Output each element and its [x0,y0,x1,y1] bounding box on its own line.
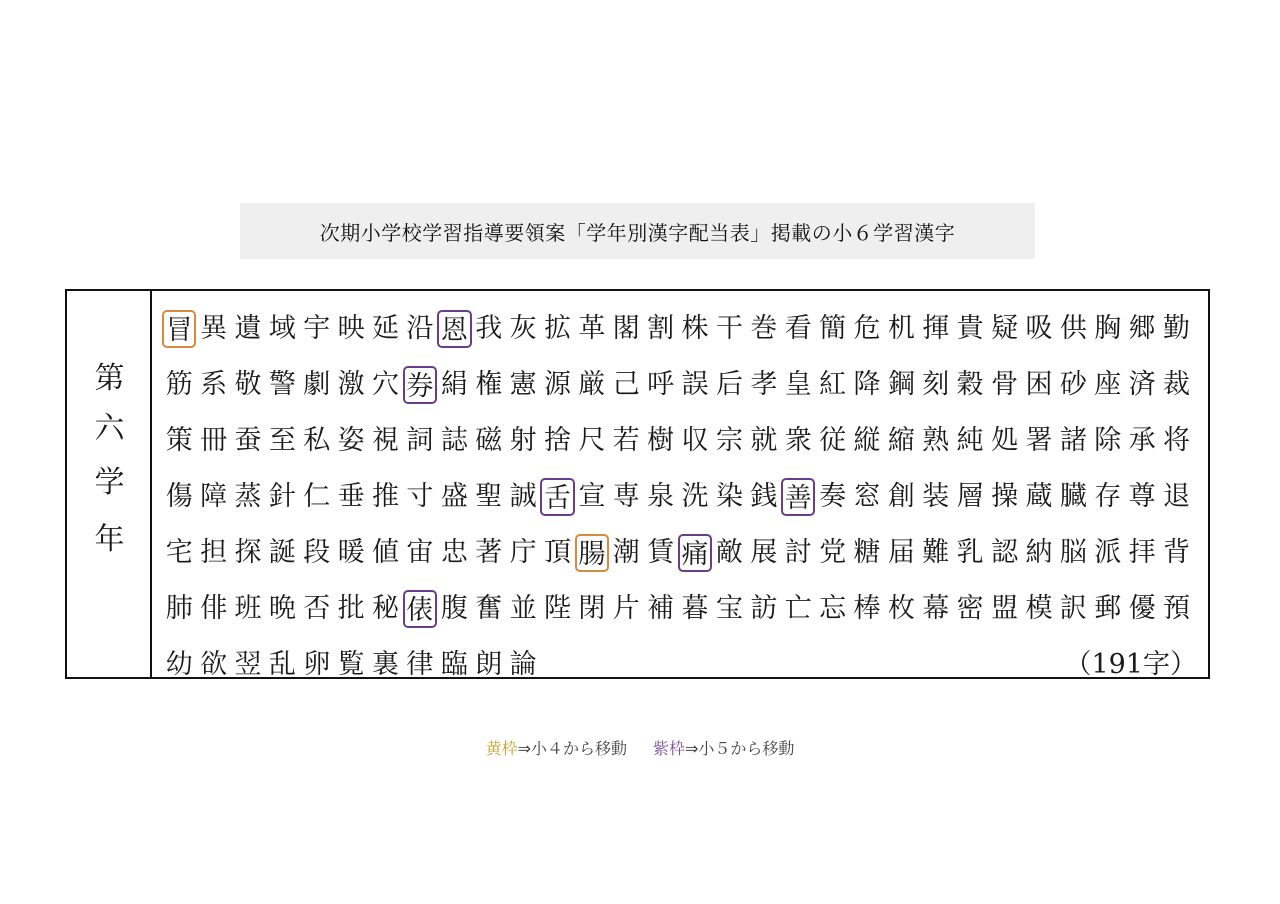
kanji-char: 垂 [337,481,365,512]
grade-char: 第 [94,361,125,396]
kanji-char: 衆 [784,425,812,456]
kanji-char: 将 [1163,425,1191,456]
kanji-char: 庁 [509,537,537,568]
kanji-char: 穴 [372,369,400,400]
kanji-char: 卵 [303,649,331,680]
kanji-row [162,357,1207,413]
kanji-char: 枚 [887,593,915,624]
kanji-char: 呼 [647,369,675,400]
kanji-char: 届 [887,537,915,568]
kanji-char: 株 [681,313,709,344]
kanji-char: 片 [612,593,640,624]
kanji-char: 盛 [440,481,468,512]
kanji-char: 討 [784,537,812,568]
kanji-char-orange-frame: 腸 [575,534,609,572]
kanji-char: 処 [991,425,1019,456]
kanji-char: 劇 [303,369,331,400]
kanji-char: 模 [1025,593,1053,624]
kanji-char: 砂 [1059,369,1087,400]
kanji-char: 刻 [922,369,950,400]
kanji-char: 暮 [681,593,709,624]
kanji-char: 后 [715,369,743,400]
kanji-char: 遺 [234,313,262,344]
kanji-char: 灰 [509,313,537,344]
kanji-char: 閉 [578,593,606,624]
kanji-char: 肺 [165,593,193,624]
kanji-char: 割 [647,313,675,344]
kanji-char: 値 [372,537,400,568]
kanji-char: 策 [165,425,193,456]
kanji-char: 降 [853,369,881,400]
kanji-char: 勤 [1163,313,1191,344]
kanji-char: 律 [406,649,434,680]
kanji-char: 射 [509,425,537,456]
kanji-char: 冊 [200,425,228,456]
kanji-char: 縮 [887,425,915,456]
kanji-char: 宇 [303,313,331,344]
kanji-char: 誕 [268,537,296,568]
kanji-char: 憲 [509,369,537,400]
legend-yellow-text: ⇒小４から移動 [517,739,627,758]
kanji-char: 奮 [475,593,503,624]
kanji-char: 銭 [750,481,778,512]
kanji-char: 映 [337,313,365,344]
kanji-row [162,413,1207,469]
kanji-char: 糖 [853,537,881,568]
kanji-char: 装 [922,481,950,512]
legend-purple-text: ⇒小５から移動 [685,739,795,758]
page-title-text: 次期小学校学習指導要領案「学年別漢字配当表」掲載の小６学習漢字 [319,220,956,245]
kanji-char-purple-frame: 券 [403,366,437,404]
kanji-char: 難 [922,537,950,568]
kanji-char: 染 [715,481,743,512]
kanji-char: 源 [543,369,571,400]
kanji-char: 革 [578,313,606,344]
kanji-row [162,637,1207,693]
kanji-char: 姿 [337,425,365,456]
kanji-char: 暖 [337,537,365,568]
kanji-char: 吸 [1025,313,1053,344]
kanji-char-purple-frame: 恩 [437,310,471,348]
kanji-char: 異 [200,313,228,344]
kanji-char: 蔵 [1025,481,1053,512]
kanji-char: 訳 [1059,593,1087,624]
kanji-char: 諸 [1059,425,1087,456]
kanji-char: 筋 [165,369,193,400]
kanji-char: 窓 [853,481,881,512]
kanji-char: 貴 [956,313,984,344]
kanji-char: 承 [1128,425,1156,456]
kanji-char: 権 [475,369,503,400]
kanji-char: 密 [956,593,984,624]
kanji-char: 尊 [1128,481,1156,512]
kanji-char: 沿 [406,313,434,344]
kanji-char: 閣 [612,313,640,344]
kanji-char: 拝 [1128,537,1156,568]
kanji-char: 陛 [543,593,571,624]
kanji-char: 蒸 [234,481,262,512]
legend-purple-label: 紫枠 [653,739,686,758]
kanji-char: 系 [200,369,228,400]
kanji-char: 供 [1059,313,1087,344]
kanji-char: 除 [1094,425,1122,456]
kanji-char: 域 [268,313,296,344]
kanji-char: 蚕 [234,425,262,456]
kanji-char: 論 [509,649,537,680]
kanji-char: 危 [853,313,881,344]
kanji-char: 敬 [234,369,262,400]
kanji-char: 幼 [165,649,193,680]
legend-yellow-label: 黄枠 [485,739,518,758]
kanji-char: 済 [1128,369,1156,400]
kanji-char: 宙 [406,537,434,568]
kanji-char: 聖 [475,481,503,512]
kanji-char: 幕 [922,593,950,624]
kanji-char: 存 [1094,481,1122,512]
grade-char: 学 [94,465,125,500]
kanji-char: 忘 [819,593,847,624]
kanji-char: 簡 [819,313,847,344]
kanji-char: 鋼 [887,369,915,400]
kanji-char: 探 [234,537,262,568]
kanji-char: 宗 [715,425,743,456]
kanji-list [162,301,1207,693]
kanji-char: 絹 [440,369,468,400]
kanji-row [162,469,1207,525]
kanji-char: 至 [268,425,296,456]
kanji-char: 傷 [165,481,193,512]
kanji-char: 干 [715,313,743,344]
kanji-char: 否 [303,593,331,624]
kanji-char: 若 [612,425,640,456]
kanji-char-purple-frame: 俵 [403,590,437,628]
kanji-char: 穀 [956,369,984,400]
kanji-char: 洗 [681,481,709,512]
kanji-char: 班 [234,593,262,624]
grade-cell [67,291,152,677]
kanji-char: 欲 [200,649,228,680]
kanji-char: 視 [372,425,400,456]
kanji-char: 宣 [578,481,606,512]
kanji-char: 専 [612,481,640,512]
kanji-char: 晩 [268,593,296,624]
kanji-char: 退 [1163,481,1191,512]
kanji-char-orange-frame: 冒 [162,310,196,348]
kanji-char: 並 [509,593,537,624]
kanji-char: 宅 [165,537,193,568]
kanji-char: 頂 [543,537,571,568]
kanji-char: 困 [1025,369,1053,400]
kanji-char: 裁 [1163,369,1191,400]
kanji-char: 捨 [543,425,571,456]
kanji-char: 誤 [681,369,709,400]
kanji-char: 担 [200,537,228,568]
kanji-char-purple-frame: 舌 [540,478,574,516]
kanji-char: 熟 [922,425,950,456]
kanji-char: 誌 [440,425,468,456]
kanji-char: 就 [750,425,778,456]
kanji-char: 派 [1094,537,1122,568]
kanji-char: 障 [200,481,228,512]
kanji-char: 揮 [922,313,950,344]
kanji-char: 裏 [372,649,400,680]
kanji-char: 背 [1163,537,1191,568]
kanji-char: 操 [991,481,1019,512]
kanji-row [162,581,1207,637]
legend [0,736,1280,759]
kanji-char: 臓 [1059,481,1087,512]
kanji-table [65,289,1210,679]
kanji-char: 収 [681,425,709,456]
kanji-char: 骨 [991,369,1019,400]
kanji-char: 孝 [750,369,778,400]
kanji-char-purple-frame: 痛 [678,534,712,572]
kanji-char: 泉 [647,481,675,512]
kanji-char: 延 [372,313,400,344]
kanji-char: 潮 [612,537,640,568]
kanji-row [162,301,1207,357]
kanji-char: 机 [887,313,915,344]
kanji-char: 皇 [784,369,812,400]
kanji-char: 俳 [200,593,228,624]
kanji-char: 樹 [647,425,675,456]
kanji-char: 敵 [715,537,743,568]
kanji-char: 拡 [543,313,571,344]
kanji-char: 仁 [303,481,331,512]
kanji-char: 寸 [406,481,434,512]
kanji-char: 従 [819,425,847,456]
kanji-char: 亡 [784,593,812,624]
kanji-char: 層 [956,481,984,512]
kanji-char: 座 [1094,369,1122,400]
kanji-char: 秘 [372,593,400,624]
kanji-char: 棒 [853,593,881,624]
kanji-char: 朗 [475,649,503,680]
kanji-char: 展 [750,537,778,568]
kanji-char: 尺 [578,425,606,456]
kanji-char: 純 [956,425,984,456]
kanji-char: 巻 [750,313,778,344]
kanji-char: 郵 [1094,593,1122,624]
kanji-char: 乳 [956,537,984,568]
kanji-char: 郷 [1128,313,1156,344]
grade-char: 六 [94,411,125,446]
kanji-char: 臨 [440,649,468,680]
kanji-char-purple-frame: 善 [781,478,815,516]
kanji-char: 看 [784,313,812,344]
kanji-char: 推 [372,481,400,512]
kanji-char: 忠 [440,537,468,568]
kanji-char: 脳 [1059,537,1087,568]
kanji-char: 優 [1128,593,1156,624]
kanji-char: 腹 [440,593,468,624]
kanji-char: 補 [647,593,675,624]
kanji-char: 認 [991,537,1019,568]
kanji-char: 預 [1163,593,1191,624]
kanji-char: 奏 [819,481,847,512]
kanji-char: 紅 [819,369,847,400]
kanji-char: 段 [303,537,331,568]
kanji-char: 批 [337,593,365,624]
kanji-char: 誠 [509,481,537,512]
kanji-char: 納 [1025,537,1053,568]
kanji-char: 我 [475,313,503,344]
kanji-char: 疑 [991,313,1019,344]
kanji-char: 党 [819,537,847,568]
kanji-char: 縦 [853,425,881,456]
kanji-char: 詞 [406,425,434,456]
kanji-char: 針 [268,481,296,512]
kanji-char: 胸 [1094,313,1122,344]
kanji-char: 賃 [647,537,675,568]
kanji-char: 覧 [337,649,365,680]
kanji-char: 厳 [578,369,606,400]
kanji-char: 乱 [268,649,296,680]
kanji-char: 創 [887,481,915,512]
kanji-char: 署 [1025,425,1053,456]
kanji-char: 警 [268,369,296,400]
kanji-char: 盟 [991,593,1019,624]
kanji-char: 激 [337,369,365,400]
kanji-char: 宝 [715,593,743,624]
grade-char: 年 [94,522,125,557]
kanji-char: 訪 [750,593,778,624]
kanji-char: 私 [303,425,331,456]
kanji-row [162,525,1207,581]
kanji-char: 己 [612,369,640,400]
kanji-char: 磁 [475,425,503,456]
kanji-char: 翌 [234,649,262,680]
kanji-char: 著 [475,537,503,568]
page-title [240,203,1035,259]
kanji-count: （191字） [1064,649,1197,680]
